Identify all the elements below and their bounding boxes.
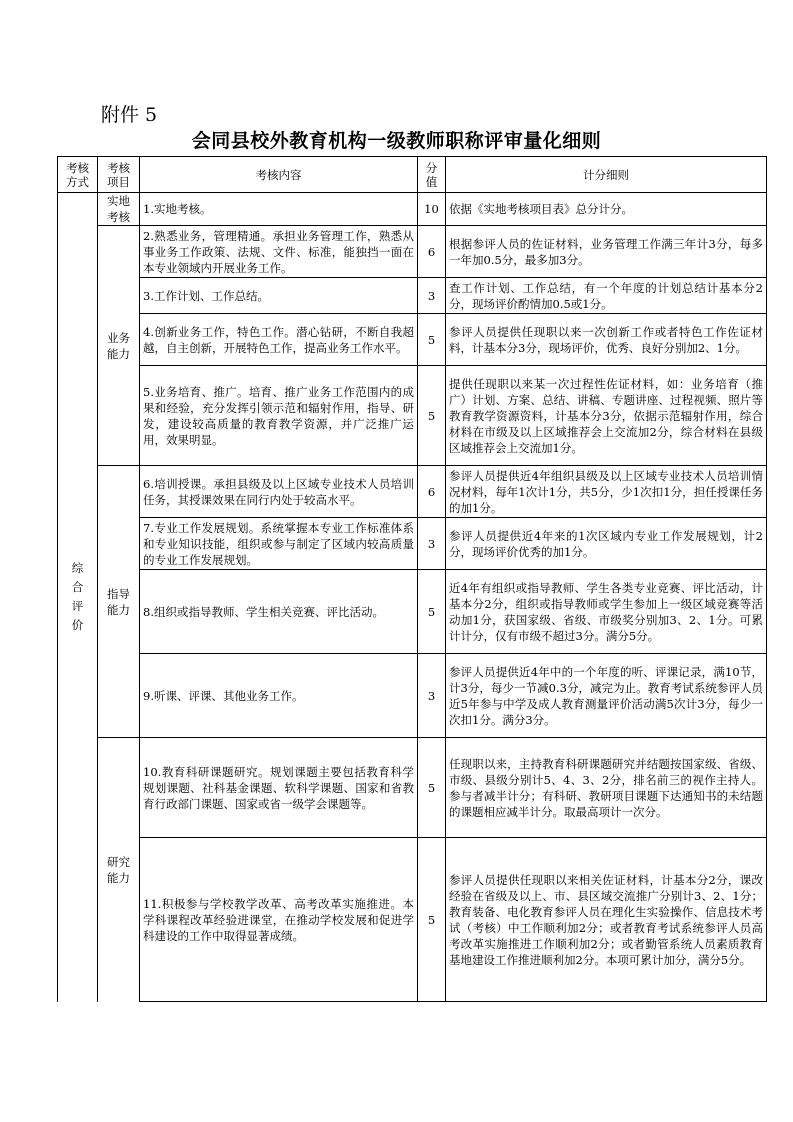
content-cell: 3.工作计划、工作总结。 — [140, 278, 418, 314]
score-cell: 3 — [418, 654, 446, 738]
score-cell: 5 — [418, 366, 446, 466]
method-cell — [58, 193, 98, 1002]
content-cell: 4.创新业务工作，特色工作。潜心钻研，不断自我超越，自主创新，开展特色工作，提高业务工作水平。 — [140, 314, 418, 366]
detail-cell: 参评人员提供近4年组织县级及以上区域专业技术人员培训情况材料，每年1次计1分，共5分，少1次扣1分，担任授课任务的加1分。 — [446, 466, 767, 518]
table-row — [58, 366, 767, 466]
group-business-label: 业务 能力 — [107, 330, 130, 361]
table-row — [58, 654, 767, 738]
detail-cell: 参评人员提供近4年中的一个年度的听、评课记录，满10节，计3分，每少一节减0.3分，减完为止。教育考试系统参评人员近5年参与中学及成人教育测量评价活动满5次计3分，每少一次扣1分。满分3分。 — [446, 654, 767, 738]
content-cell: 5.业务培育、推广。培育、推广业务工作范围内的成果和经验，充分发挥引领示范和辐射作用，指导、研发，建设较高质量的教育教学资源，并广泛推广运用，效果明显。 — [140, 366, 418, 466]
table-row — [58, 278, 767, 314]
detail-cell: 依据《实地考核项目表》总分计分。 — [446, 193, 767, 226]
detail-cell: 查工作计划、工作总结，有一个年度的计划总结计基本分2分，现场评价酌情加0.5或1分。 — [446, 278, 767, 314]
table-row — [58, 738, 767, 838]
group-guidance — [98, 466, 140, 738]
score-cell: 6 — [418, 466, 446, 518]
header-item: 考核 项目 — [98, 157, 140, 193]
detail-cell: 参评人员提供任现职以来相关佐证材料，计基本分2分，课改经验在省级及以上、市、县区域交流推广分别计3、2、1分；教育装备、电化教育参评人员在理化生实验操作、信息技术考试（考核）中工作顺利加2分；或者教育考试系统参评人员高考改革实施推进工作顺利加2分；或者勤管系统人员素质教育基地建设工作推进顺利加2分。本项可累计加分，满分5分。 — [446, 838, 767, 1002]
header-content: 考核内容 — [140, 157, 418, 193]
content-cell: 11.积极参与学校教学改革、高考改革实施推进。本学科课程改革经验进课堂，在推动学校发展和促进学科建设的工作中取得显著成绩。 — [140, 838, 418, 1002]
detail-cell: 根据参评人员的佐证材料，业务管理工作满三年计3分，每多一年加0.5分，最多加3分。 — [446, 226, 767, 278]
score-cell: 6 — [418, 226, 446, 278]
score-cell: 10 — [418, 193, 446, 226]
evaluation-table — [57, 156, 767, 1002]
group-research-label: 研究 能力 — [107, 854, 130, 885]
score-cell: 5 — [418, 738, 446, 838]
group-onsite-label: 实地 考核 — [107, 194, 130, 224]
table-row — [58, 466, 767, 518]
score-cell: 3 — [418, 278, 446, 314]
detail-cell: 参评人员提供近4年来的1次区域内专业工作发展规划，计2分，现场评价优秀的加1分。 — [446, 518, 767, 570]
header-row — [58, 157, 767, 193]
content-cell: 9.听课、评课、其他业务工作。 — [140, 654, 418, 738]
group-guidance-label: 指导 能力 — [107, 586, 130, 617]
table-row — [58, 314, 767, 366]
table-row — [58, 226, 767, 278]
group-research — [98, 738, 140, 1002]
header-score: 分 值 — [418, 157, 446, 193]
header-detail: 计分细则 — [446, 157, 767, 193]
score-cell: 5 — [418, 570, 446, 654]
table-row — [58, 518, 767, 570]
table-row — [58, 838, 767, 1002]
content-cell: 2.熟悉业务，管理精通。承担业务管理工作，熟悉从事业务工作政策、法规、文件、标准，能独挡一面在本专业领域内开展业务工作。 — [140, 226, 418, 278]
detail-cell: 提供任现职以来某一次过程性佐证材料，如：业务培育（推广）计划、方案、总结、讲稿、专题讲座、过程视频、照片等教育教学资源资料，计基本分3分，依据示范辐射作用，综合材料在市级及以上区域推荐会上交流加2分，综合材料在县级区域推荐会上交流加1分。 — [446, 366, 767, 466]
table-row — [58, 193, 767, 226]
score-cell: 5 — [418, 314, 446, 366]
content-cell: 1.实地考核。 — [140, 193, 418, 226]
method-label: 综 合 评 价 — [71, 561, 84, 633]
content-cell: 6.培训授课。承担县级及以上区域专业技术人员培训任务，其授课效果在同行内处于较高水平。 — [140, 466, 418, 518]
score-cell: 3 — [418, 518, 446, 570]
page-title: 会同县校外教育机构一级教师职称评审量化细则 — [191, 130, 602, 152]
score-cell: 5 — [418, 838, 446, 1002]
table-row — [58, 570, 767, 654]
content-cell: 7.专业工作发展规划。系统掌握本专业工作标准体系和专业知识技能，组织或参与制定了区域内较高质量的专业工作发展规划。 — [140, 518, 418, 570]
header-method: 考核 方式 — [58, 157, 98, 193]
group-onsite — [98, 193, 140, 226]
detail-cell: 任现职以来，主持教育科研课题研究并结题按国家级、省级、市级、县级分别计5、4、3、2分，排名前三的视作主持人。参与者减半计分；有科研、教研项目课题下达通知书的未结题的课题相应减半计分。取最高项计一次分。 — [446, 738, 767, 838]
content-cell: 8.组织或指导教师、学生相关竞赛、评比活动。 — [140, 570, 418, 654]
detail-cell: 参评人员提供任现职以来一次创新工作或者特色工作佐证材料，计基本分3分，现场评价，优秀、良好分别加2、1分。 — [446, 314, 767, 366]
group-business — [98, 226, 140, 466]
annex-label: 附件 5 — [101, 104, 158, 126]
detail-cell: 近4年有组织或指导教师、学生各类专业竞赛、评比活动，计基本分2分，组织或指导教师或学生参加上一级区域竞赛等活动加1分，获国家级、省级、市级奖分别加3、2、1分。可累计计分，仅有市级不超过3分。满分5分。 — [446, 570, 767, 654]
content-cell: 10.教育科研课题研究。规划课题主要包括教育科学规划课题、社科基金课题、软科学课题、国家和省教育行政部门课题、国家或省一级学会课题等。 — [140, 738, 418, 838]
